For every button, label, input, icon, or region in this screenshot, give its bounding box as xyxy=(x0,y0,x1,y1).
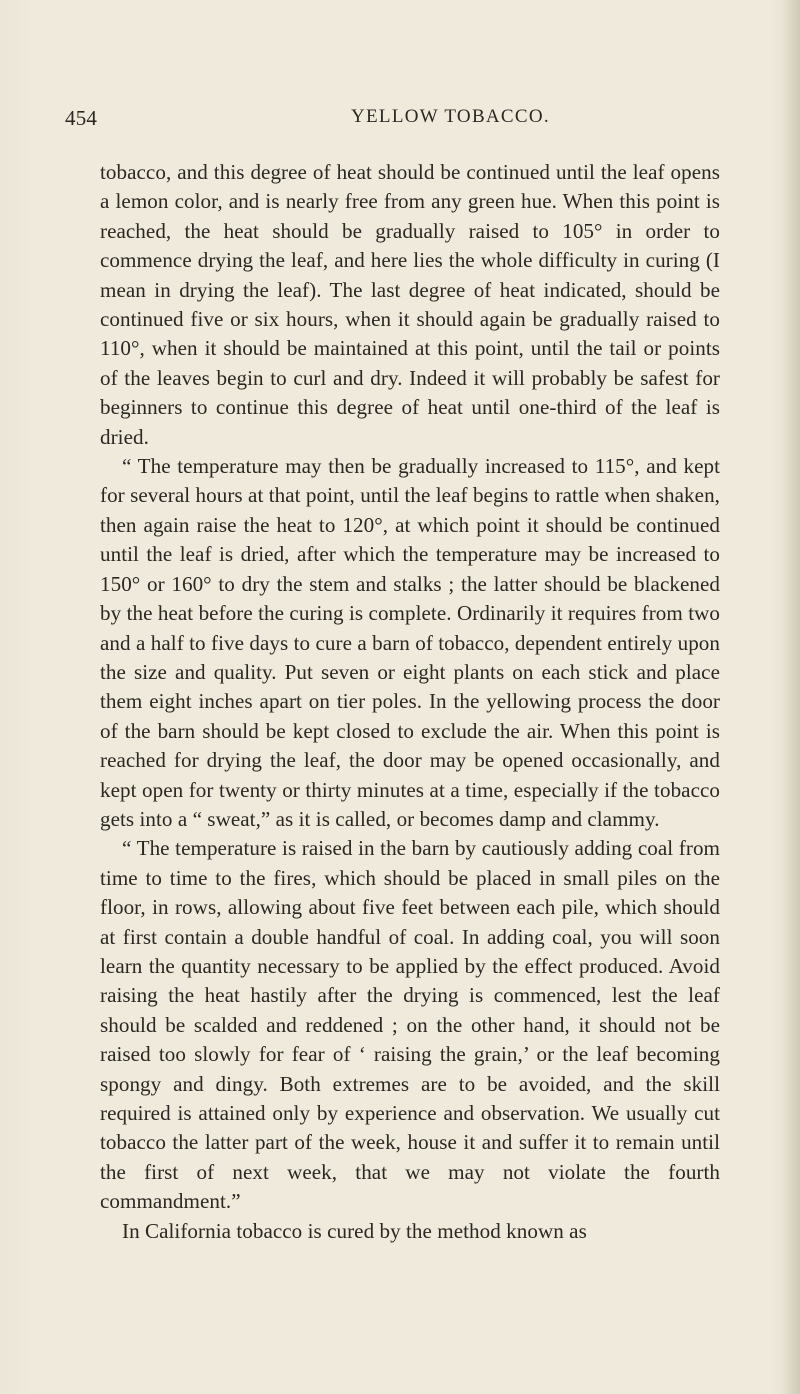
body-text xyxy=(100,158,720,1246)
page-edge-shadow xyxy=(782,0,800,1394)
page-number: 454 xyxy=(65,106,98,130)
paragraph-coal: “ The temperature is raised in the barn by cautiously adding coal from time to time to the fires, which should be placed in small piles on the floor, in rows, allowing about five feet between each pile, which should at first contain a double handful of coal. In adding coal, you will soon learn the quantity necessary to be applied by the effect produced. Avoid raising the heat hastily after the drying is commenced, lest the leaf should be scalded and reddened ; on the other hand, it should not be raised too slowly for fear of ‘ raising the grain,’ or the leaf becoming spongy and dingy. Both extremes are to be avoided, and the skill required is attained only by experience and observation. We usually cut tobacco the latter part of the week, house it and suffer it to remain until the first of next week, that we may not violate the fourth commandment.” xyxy=(100,836,720,1214)
paragraph-continued: tobacco, and this degree of heat should be continued until the leaf opens a lemon color, and is nearly free from any green hue. When this point is reached, the heat should be gradually raised to 105° in order to commence drying the leaf, and here lies the whole difficulty in curing (I mean in drying the leaf). The last degree of heat indicated, should be continued five or six hours, when it should again be gradually raised to 110°, when it should be maintained at this point, until the tail or points of the leaves begin to curl and dry. Indeed it will probably be safest for beginners to continue this degree of heat until one-third of the leaf is dried. xyxy=(100,160,720,449)
running-head: YELLOW TOBACCO. xyxy=(351,106,550,127)
paragraph-california: In California tobacco is cured by the method known as xyxy=(122,1218,587,1243)
page-header xyxy=(65,106,715,134)
paragraph-temperature: “ The temperature may then be gradually increased to 115°, and kept for several hours at that point, until the leaf begins to rattle when shaken, then again raise the heat to 120°, at which point it should be continued until the leaf is dried, after which the temperature may be increased to 150° or 160° to dry the stem and stalks ; the latter should be blackened by the heat before the curing is complete. Ordinarily it requires from two and a half to five days to cure a barn of tobacco, dependent entirely upon the size and quality. Put seven or eight plants on each stick and place them eight inches apart on tier poles. In the yellowing process the door of the barn should be kept closed to exclude the air. When this point is reached for drying the leaf, the door may be opened occasionally, and kept open for twenty or thirty minutes at a time, especially if the tobacco gets into a “ sweat,” as it is called, or becomes damp and clammy. xyxy=(100,454,720,831)
